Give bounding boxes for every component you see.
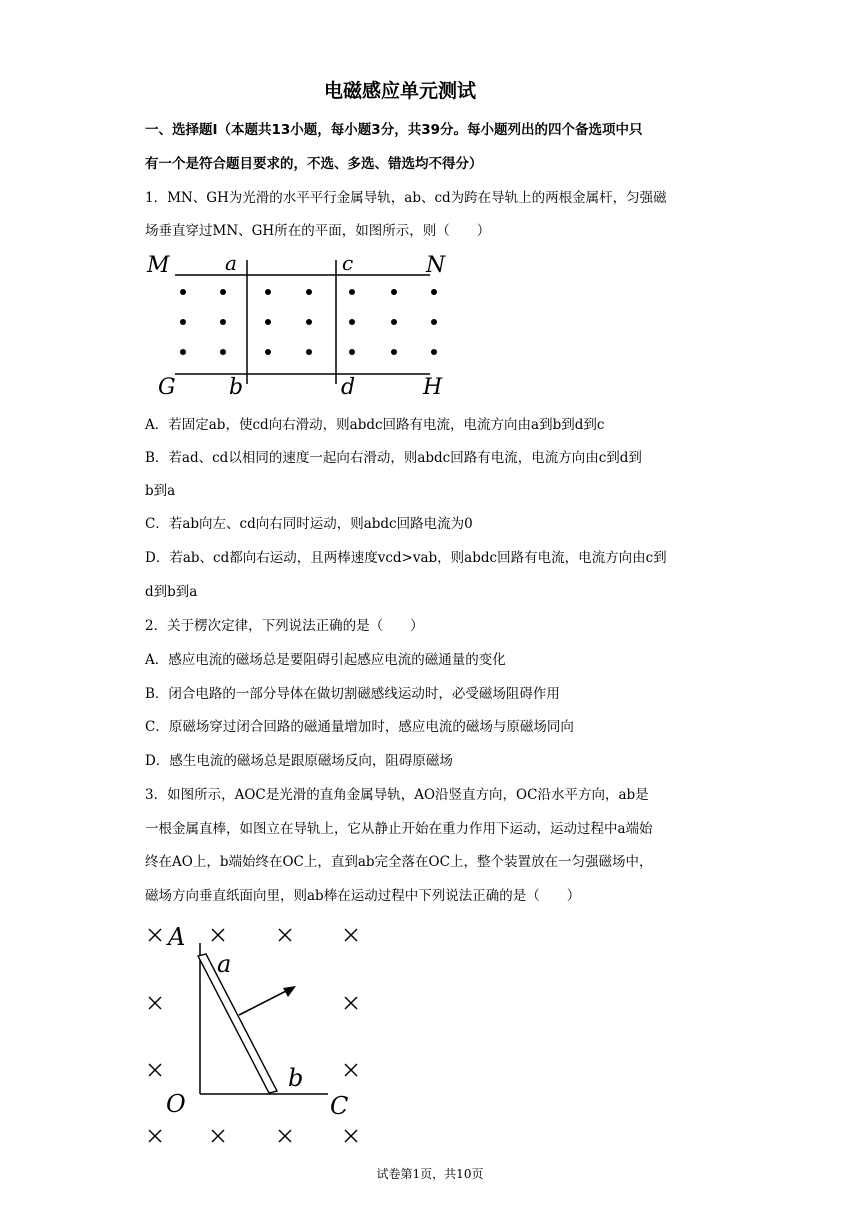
- field-dot: [431, 289, 437, 295]
- field-cross: [149, 997, 161, 1009]
- q1-option-b-line-2: b到a: [145, 483, 176, 499]
- q3-rail-figure: [140, 918, 370, 1153]
- label-c: c: [342, 251, 354, 275]
- q3-stem-line-3: 终在AO上，b端始终在OC上，直到ab完全落在OC上，整个装置放在一匀强磁场中，: [145, 854, 653, 870]
- label-N: N: [426, 253, 446, 278]
- q2-option-c: C．原磁场穿过闭合回路的磁通量增加时，感应电流的磁场与原磁场同向: [145, 719, 574, 735]
- field-dot: [220, 289, 226, 295]
- q2-stem: 2．关于楞次定律，下列说法正确的是（ ）: [145, 618, 424, 634]
- label-a: a: [217, 950, 232, 978]
- field-cross: [345, 997, 357, 1009]
- label-C: C: [330, 1092, 349, 1120]
- label-d: d: [341, 375, 356, 400]
- field-dot: [349, 349, 355, 355]
- page-footer: 试卷第1页，共10页: [376, 1167, 484, 1181]
- field-dot: [180, 349, 186, 355]
- field-dot: [220, 319, 226, 325]
- field-cross: [279, 929, 291, 941]
- section-header-line-2: 有一个是符合题目要求的，不选、多选、错选均不得分）: [145, 156, 483, 172]
- field-cross: [279, 1130, 291, 1142]
- q2-option-d: D．感生电流的磁场总是跟原磁场反向，阻碍原磁场: [145, 753, 453, 769]
- q1-option-d-line-1: D．若ab、cd都向右运动，且两棒速度vcd>vab，则abdc回路有电流，电流方向由c到: [145, 550, 667, 566]
- velocity-arrowhead: [283, 986, 296, 997]
- label-M: M: [147, 253, 170, 278]
- label-H: H: [423, 375, 443, 400]
- q3-stem-line-2: 一根金属直棒，如图立在导轨上，它从静止开始在重力作用下运动，运动过程中a端始: [145, 821, 653, 837]
- field-dot: [265, 349, 271, 355]
- q2-option-b: B．闭合电路的一部分导体在做切割磁感线运动时，必受磁场阻碍作用: [145, 686, 560, 702]
- field-cross: [149, 1130, 161, 1142]
- label-G: G: [158, 375, 176, 400]
- q1-stem-line-2: 场垂直穿过MN、GH所在的平面，如图所示，则（ ）: [145, 223, 491, 239]
- q1-option-d-line-2: d到b到a: [145, 584, 198, 600]
- field-cross: [212, 929, 224, 941]
- field-cross: [345, 1130, 357, 1142]
- q1-option-c: C．若ab向左、cd向右同时运动，则abdc回路电流为0: [145, 516, 473, 532]
- velocity-arrow: [239, 989, 290, 1015]
- field-dot: [180, 319, 186, 325]
- field-dot: [349, 289, 355, 295]
- rod-ab: [198, 954, 277, 1093]
- section-header-line-1: 一、选择题Ⅰ（本题共13小题，每小题3分，共39分。每小题列出的四个备选项中只: [145, 122, 643, 138]
- field-dot: [349, 319, 355, 325]
- q1-option-b-line-1: B．若ad、cd以相同的速度一起向右滑动，则abdc回路有电流，电流方向由c到d到: [145, 450, 642, 466]
- field-dot: [265, 289, 271, 295]
- label-b: b: [288, 1064, 304, 1092]
- label-b: b: [229, 375, 244, 400]
- page-title: 电磁感应单元测试: [323, 80, 476, 102]
- field-dot: [220, 349, 226, 355]
- field-dot: [391, 289, 397, 295]
- field-dot: [391, 349, 397, 355]
- field-cross: [345, 1064, 357, 1076]
- field-dot: [306, 349, 312, 355]
- field-dot: [431, 349, 437, 355]
- field-cross: [149, 929, 161, 941]
- field-dot: [306, 289, 312, 295]
- field-cross: [149, 1064, 161, 1076]
- magnetic-field-dots: [180, 289, 437, 355]
- field-dot: [265, 319, 271, 325]
- field-dot: [306, 319, 312, 325]
- q1-stem-line-1: 1．MN、GH为光滑的水平平行金属导轨，ab、cd为跨在导轨上的两根金属杆，匀强磁: [145, 190, 667, 206]
- label-O: O: [166, 1090, 186, 1118]
- label-A: A: [168, 923, 186, 951]
- q1-option-a: A．若固定ab，使cd向右滑动，则abdc回路有电流，电流方向由a到b到d到c: [145, 417, 605, 433]
- field-cross: [212, 1130, 224, 1142]
- q3-stem-line-4: 磁场方向垂直纸面向里，则ab棒在运动过程中下列说法正确的是（ ）: [145, 888, 581, 904]
- field-cross: [345, 929, 357, 941]
- field-dot: [180, 289, 186, 295]
- label-a: a: [225, 251, 237, 275]
- q3-stem-line-1: 3．如图所示，AOC是光滑的直角金属导轨，AO沿竖直方向，OC沿水平方向，ab是: [145, 787, 649, 803]
- field-dot: [431, 319, 437, 325]
- q1-rail-figure: [145, 250, 455, 400]
- field-dot: [391, 319, 397, 325]
- q2-option-a: A．感应电流的磁场总是要阻碍引起感应电流的磁通量的变化: [145, 652, 506, 668]
